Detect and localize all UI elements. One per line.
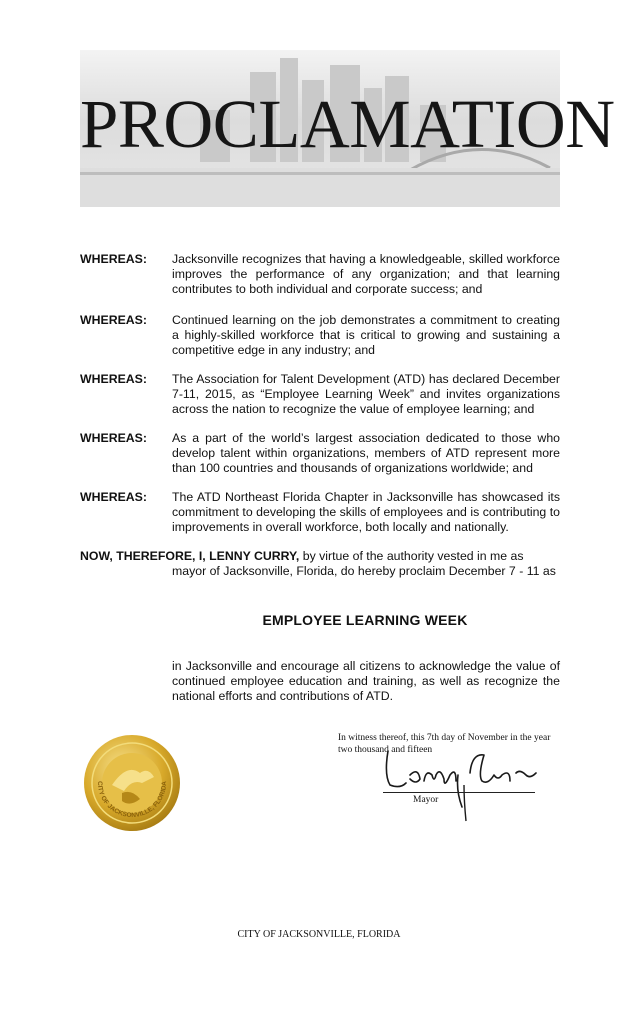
resolution-text-line2: mayor of Jacksonville, Florida, do hereby proclaim December 7 - 11 as	[172, 564, 556, 578]
whereas-label: WHEREAS:	[80, 490, 147, 504]
mayor-signature	[360, 745, 560, 825]
whereas-text: Jacksonville recognizes that having a knowledgeable, skilled workforce improves the performance of any organization; and that learning contributes to both individual and corporate success; and	[172, 252, 560, 296]
whereas-label: WHEREAS:	[80, 252, 147, 266]
city-seal-icon	[82, 733, 182, 833]
resolution-paragraph	[80, 549, 560, 579]
signature-line	[383, 792, 535, 793]
whereas-text: The ATD Northeast Florida Chapter in Jacksonville has showcased its commitment to developing the skills of employees and is contributing to improvements in overall workforce, both locally and nationally.	[172, 490, 560, 534]
resolution-lead: NOW, THEREFORE, I, LENNY CURRY,	[80, 549, 300, 563]
closing-paragraph: in Jacksonville and encourage all citizens to acknowledge the value of continued employee education and training, as well as recognize the national efforts and contributions of ATD.	[172, 659, 560, 703]
signatory-title: Mayor	[413, 795, 439, 805]
whereas-text: As a part of the world’s largest association dedicated to those who develop talent within organizations, members of ATD represent more than 100 countries and thousands of organizations worldwide; and	[172, 431, 560, 475]
witness-statement: In witness thereof, this 7th day of November in the year two thousand and fifteen	[338, 733, 551, 755]
whereas-text: Continued learning on the job demonstrates a commitment to creating a highly-skilled workforce that is critical to growing and sustaining a competitive edge in any industry; and	[172, 313, 560, 357]
event-heading: EMPLOYEE LEARNING WEEK	[262, 612, 468, 628]
seal-text: CITY OF JACKSONVILLE, FLORIDA	[95, 781, 169, 820]
whereas-label: WHEREAS:	[80, 431, 147, 445]
whereas-text: The Association for Talent Development (ATD) has declared December 7-11, 2015, as “Employee Learning Week” and invites organizations across the nation to recognize the value of employee learning; and	[172, 372, 560, 416]
whereas-label: WHEREAS:	[80, 313, 147, 327]
footer-text: CITY OF JACKSONVILLE, FLORIDA	[237, 929, 401, 940]
whereas-label: WHEREAS:	[80, 372, 147, 386]
page-title: PROCLAMATION	[80, 86, 615, 162]
resolution-text: by virtue of the authority vested in me as	[299, 549, 524, 563]
proclamation-banner	[80, 50, 615, 207]
